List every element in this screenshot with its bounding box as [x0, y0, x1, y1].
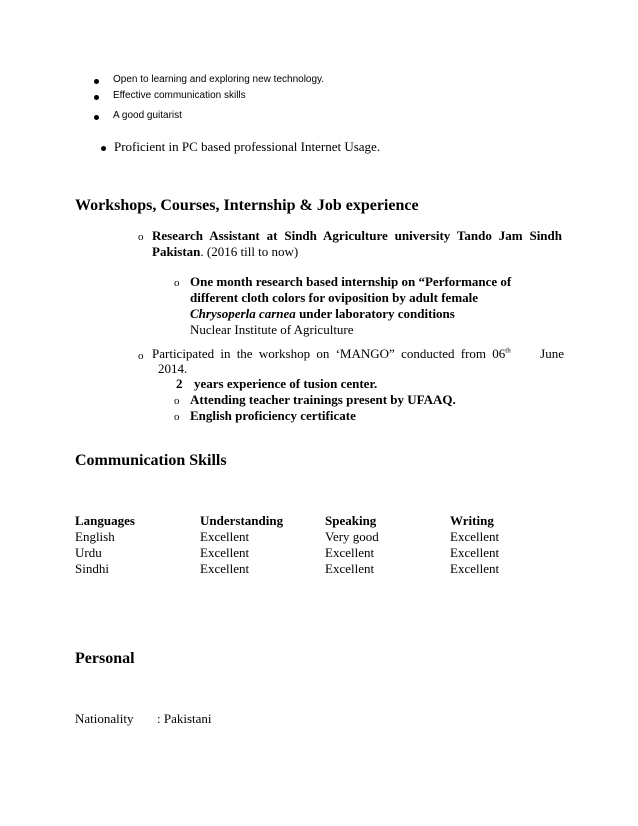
- mango-june: June: [540, 346, 564, 361]
- bullet-icon: [101, 146, 106, 151]
- circle-bullet-icon: o: [138, 231, 144, 243]
- research-assistant-line: Research Assistant at Sindh Agriculture university Tando Jam Sindh: [152, 228, 562, 243]
- mango-text: Participated in the workshop on ‘MANGO” conducted from 06: [152, 346, 506, 361]
- table-cell: Sindhi: [75, 561, 109, 576]
- bullet-icon: [94, 95, 99, 100]
- bullet-icon: [94, 115, 99, 120]
- mango-workshop-line: [152, 346, 564, 362]
- mango-sup: th: [505, 346, 511, 355]
- circle-bullet-icon: o: [174, 277, 180, 289]
- table-cell: Excellent: [325, 561, 375, 576]
- table-cell: English: [75, 529, 115, 544]
- table-cell: Urdu: [75, 545, 102, 560]
- internship-line-1: One month research based internship on “Performance of: [190, 274, 512, 289]
- bullet-icon: [94, 79, 99, 84]
- table-cell: Excellent: [450, 561, 500, 576]
- pc-usage-text: Proficient in PC based professional Internet Usage.: [114, 139, 381, 154]
- column-header: Understanding: [200, 513, 284, 528]
- table-cell: Excellent: [450, 545, 500, 560]
- teacher-training: Attending teacher trainings present by UFAAQ.: [190, 392, 456, 407]
- table-cell: Very good: [325, 529, 379, 544]
- bullet-text: Open to learning and exploring new technology.: [113, 74, 325, 85]
- circle-bullet-icon: o: [174, 395, 180, 407]
- personal-heading: Personal: [75, 650, 135, 667]
- research-assistant-period-line: [152, 244, 298, 260]
- internship-conditions: under laboratory conditions: [295, 306, 455, 321]
- communication-heading: Communication Skills: [75, 452, 227, 469]
- english-certificate: English proficiency certificate: [190, 408, 356, 423]
- column-header: Writing: [450, 513, 494, 528]
- bullet-text: Effective communication skills: [113, 90, 246, 101]
- tuition-number: 2: [176, 376, 183, 391]
- bullet-text: A good guitarist: [113, 110, 182, 121]
- internship-line-3: [190, 306, 455, 322]
- column-header: Speaking: [325, 513, 377, 528]
- internship-institute: Nuclear Institute of Agriculture: [190, 322, 354, 337]
- nationality-label: Nationality: [75, 711, 134, 726]
- table-cell: Excellent: [450, 529, 500, 544]
- circle-bullet-icon: o: [138, 350, 144, 362]
- nationality-value: : Pakistani: [157, 711, 212, 726]
- circle-bullet-icon: o: [174, 411, 180, 423]
- table-cell: Excellent: [200, 529, 250, 544]
- ra-pakistan: Pakistan: [152, 244, 201, 259]
- internship-line-2: different cloth colors for oviposition by adult female: [190, 290, 479, 305]
- workshops-heading: Workshops, Courses, Internship & Job experience: [75, 197, 419, 214]
- internship-species: Chrysoperla carnea: [190, 306, 296, 321]
- column-header: Languages: [75, 513, 135, 528]
- ra-period: . (2016 till to now): [200, 244, 299, 259]
- mango-year: 2014.: [158, 361, 188, 376]
- table-cell: Excellent: [200, 561, 250, 576]
- table-cell: Excellent: [200, 545, 250, 560]
- tuition-text: years experience of tusion center.: [194, 376, 378, 391]
- table-cell: Excellent: [325, 545, 375, 560]
